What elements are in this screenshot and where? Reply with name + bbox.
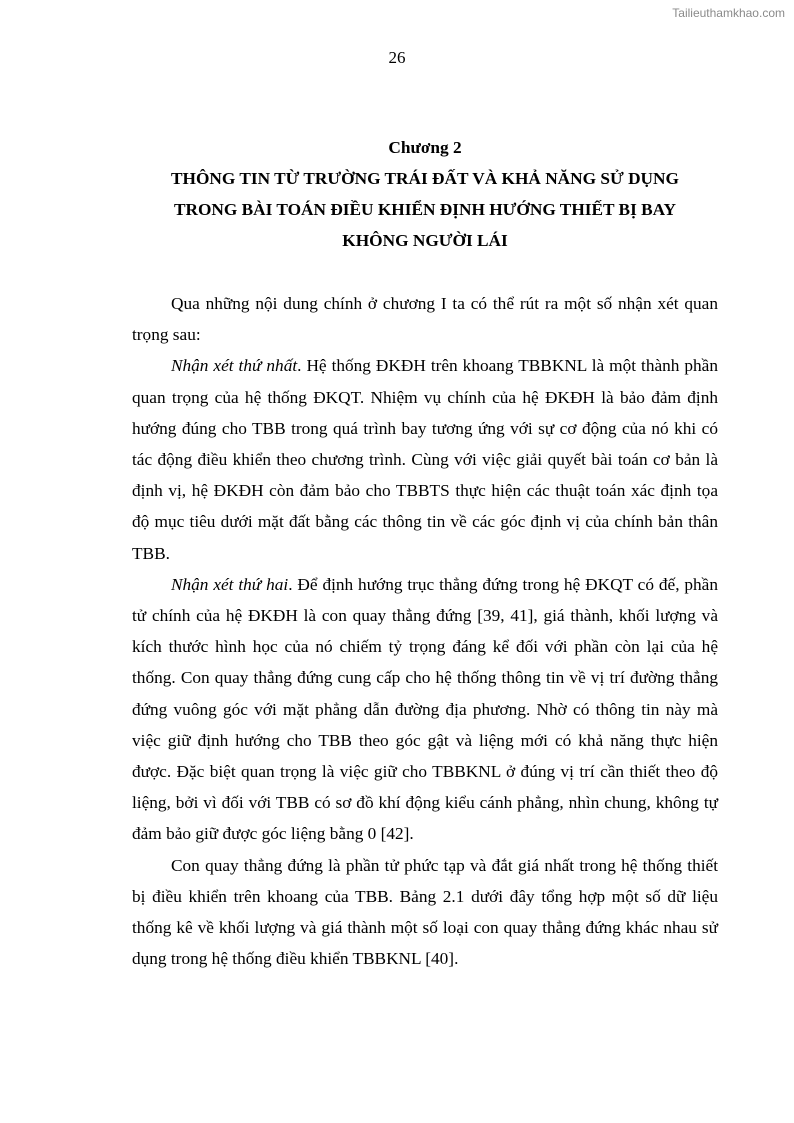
chapter-title-line: TRONG BÀI TOÁN ĐIỀU KHIỂN ĐỊNH HƯỚNG THIẾT BỊ BAY: [173, 200, 677, 219]
watermark: Tailieuthamkhao.com: [672, 6, 785, 20]
chapter-label: Chương 2: [388, 138, 462, 157]
page-number: 26: [388, 48, 406, 67]
paragraph: [132, 288, 718, 350]
paragraph-text: Con quay thẳng đứng là phần tử phức tạp và đắt giá nhất trong hệ thống thiết bị điều khiển trên khoang của TBB. Bảng 2.1 dưới đây tổng hợp một số dữ liệu thống kê về khối lượng và giá thành một số loại con quay thẳng đứng khác nhau sử dụng trong hệ thống điều khiển TBBKNL [40].: [132, 855, 718, 969]
paragraph-lead: Nhận xét thứ nhất: [171, 356, 298, 376]
paragraph: [132, 350, 718, 568]
body-text: [132, 288, 718, 974]
paragraph-lead: Nhận xét thứ hai: [171, 574, 289, 594]
chapter-title-line: KHÔNG NGƯỜI LÁI: [342, 231, 508, 250]
paragraph-text: . Hệ thống ĐKĐH trên khoang TBBKNL là một thành phần quan trọng của hệ thống ĐKQT. Nhiệm vụ chính của hệ ĐKĐH là bảo đảm định hướng đúng cho TBB trong quá trình bay tương ứng với sự cơ động của nó khi có tác động điều khiển theo chương trình. Cùng với việc giải quyết bài toán cơ bản là định vị, hệ ĐKĐH còn đảm bảo cho TBBTS thực hiện các thuật toán xác định tọa độ mục tiêu dưới mặt đất bằng các thông tin về các góc định vị của chính bản thân TBB.: [132, 356, 718, 563]
chapter-title-line: THÔNG TIN TỪ TRƯỜNG TRÁI ĐẤT VÀ KHẢ NĂNG SỬ DỤNG: [171, 169, 679, 188]
paragraph-text: Qua những nội dung chính ở chương I ta có thể rút ra một số nhận xét quan trọng sau:: [132, 294, 718, 345]
paragraph: [132, 850, 718, 975]
paragraph: [132, 569, 718, 850]
paragraph-text: . Để định hướng trục thẳng đứng trong hệ ĐKQT có đế, phần tử chính của hệ ĐKĐH là con quay thẳng đứng [39, 41], giá thành, khối lượng và kích thước hình học của nó chiếm tỷ trọng đáng kể đối với phần còn lại của hệ thống. Con quay thẳng đứng cung cấp cho hệ thống thông tin về vị trí đường thẳng đứng vuông góc với mặt phẳng dẫn đường địa phương. Nhờ có thông tin này mà việc giữ định hướng cho TBB theo góc gật và liệng mới có khả năng thực hiện được. Đặc biệt quan trọng là việc giữ cho TBBKNL ở đúng vị trí cần thiết theo độ liệng, bởi vì đối với TBB có sơ đồ khí động kiểu cánh phẳng, nhìn chung, không tự đảm bảo giữ được góc liệng bằng 0 [42].: [132, 574, 718, 844]
chapter-title: [60, 163, 790, 256]
